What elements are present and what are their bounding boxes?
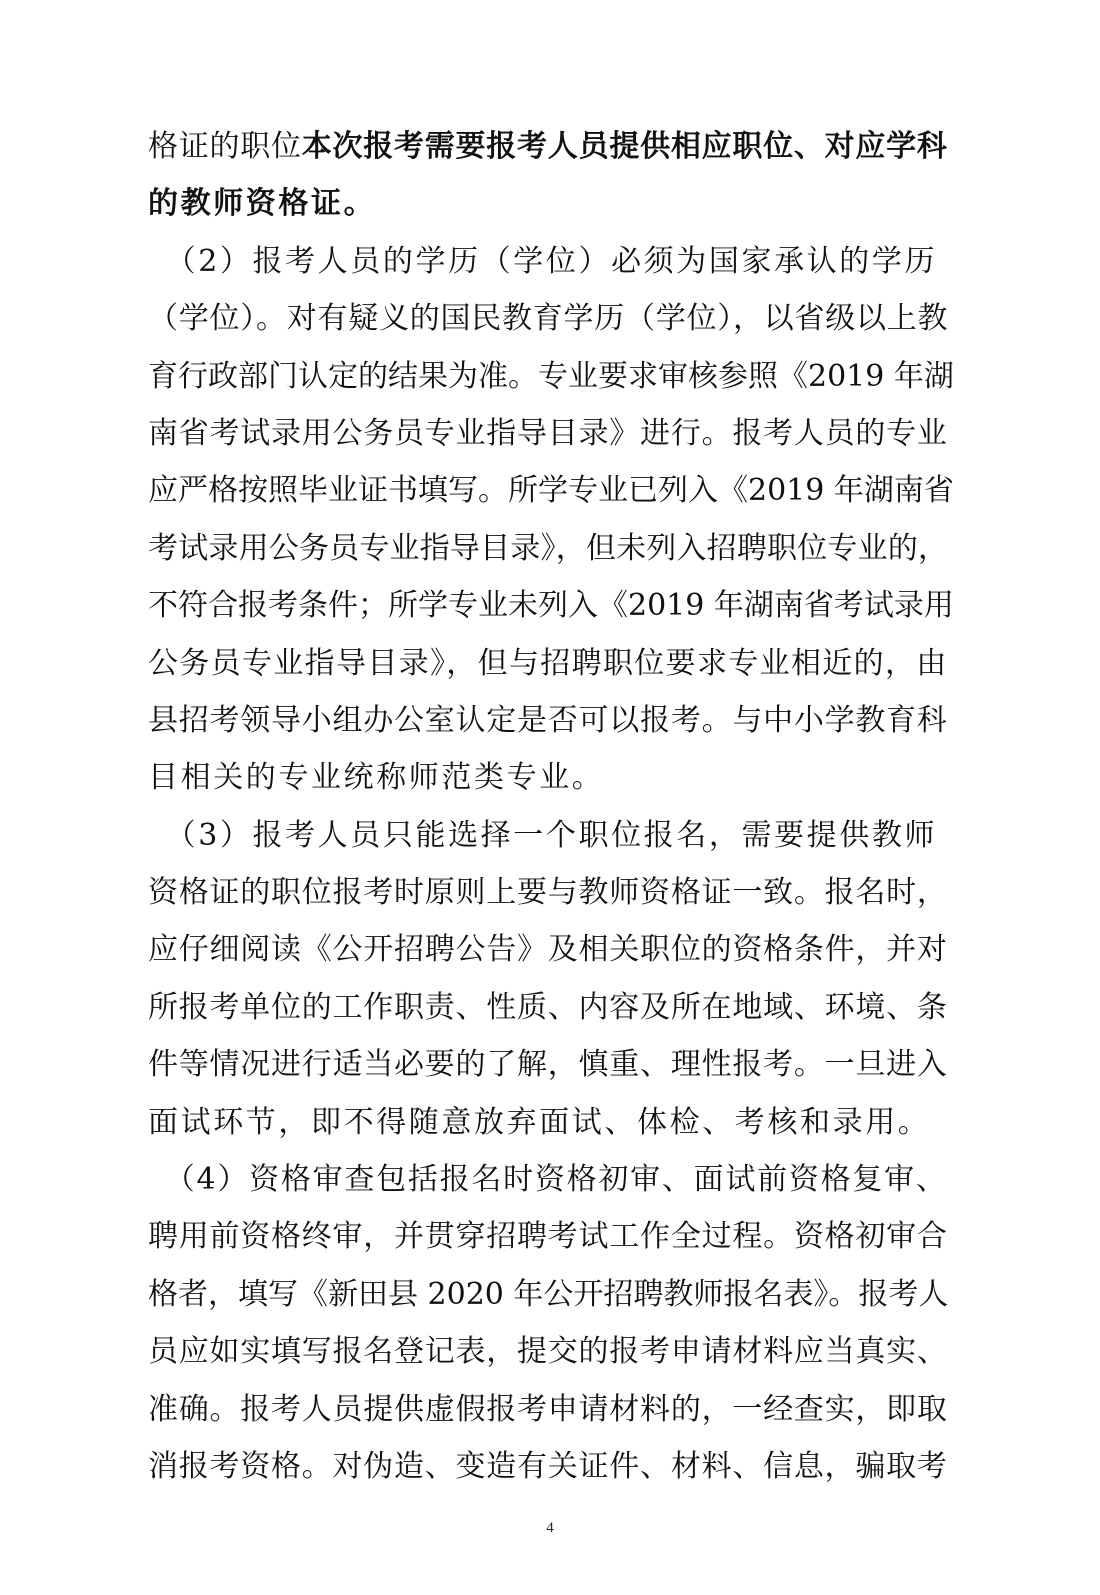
- text-line: [148, 462, 954, 519]
- text-line: [148, 1323, 948, 1380]
- text-segment: 所报考单位的工作职责、性质、内容及所在地域、环境、条: [148, 989, 948, 1025]
- text-line: [148, 348, 954, 405]
- text-segment: 南省考试录用公务员专业指导目录》进行。报考人员的专业: [148, 415, 948, 451]
- text-segment: 件等情况进行适当必要的了解，慎重、理性报考。一旦进入: [148, 1047, 948, 1083]
- text-segment: 应仔细阅读《公开招聘公告》及相关职位的资格条件，并对: [148, 932, 948, 968]
- text-segment: （4）资格审查包括报名时资格初审、面试前资格复审、: [148, 1162, 948, 1198]
- text-line: [148, 1381, 948, 1438]
- text-segment: 县招考领导小组办公室认定是否可以报考。与中小学教育科: [148, 702, 948, 738]
- text-segment: 格者，填写《新田县 2020 年公开招聘教师报名表》。报考人: [148, 1276, 949, 1312]
- text-line: [148, 1208, 948, 1265]
- bold-text-segment: 本次报考需要报考人员提供相应职位、对应学科: [301, 129, 948, 164]
- text-segment: 聘用前资格终审，并贯穿招聘考试工作全过程。资格初审合: [148, 1219, 948, 1255]
- text-line: [148, 1266, 948, 1323]
- text-segment: （2）报考人员的学历（学位）必须为国家承认的学历: [148, 243, 938, 279]
- text-segment: 消报考资格。对伪造、变造有关证件、材料、信息，骗取考: [148, 1448, 948, 1484]
- text-line: [148, 1151, 948, 1208]
- text-line: [148, 749, 948, 806]
- text-line: [148, 1036, 948, 1093]
- text-line: [148, 1094, 948, 1151]
- text-line: [148, 233, 948, 290]
- text-segment: 育行政部门认定的结果为准。专业要求审核参照《2019 年湖: [148, 358, 954, 394]
- text-line: [148, 692, 948, 749]
- text-segment: 员应如实填写报名登记表，提交的报考申请材料应当真实、: [148, 1334, 948, 1370]
- text-line: [148, 175, 948, 232]
- text-segment: 面试环节，即不得随意放弃面试、体检、考核和录用。: [148, 1104, 931, 1140]
- text-line: [148, 405, 948, 462]
- text-line: [148, 979, 948, 1036]
- page-number: 4: [546, 1520, 554, 1536]
- text-line: [148, 577, 954, 634]
- text-line: [148, 520, 948, 577]
- text-line: [148, 118, 948, 175]
- text-segment: 资格证的职位报考时原则上要与教师资格证一致。报名时，: [148, 875, 948, 911]
- text-segment: 准确。报考人员提供虚假报考申请材料的，一经查实，即取: [148, 1391, 948, 1427]
- bold-text-segment: 的教师资格证。: [148, 186, 377, 222]
- text-segment: 不符合报考条件；所学专业未列入《2019 年湖南省考试录用: [148, 588, 954, 624]
- text-line: [148, 864, 948, 921]
- text-segment: 公务员专业指导目录》，但与招聘职位要求专业相近的，由: [148, 645, 948, 681]
- text-segment: 应严格按照毕业证书填写。所学专业已列入《2019 年湖南省: [148, 473, 954, 509]
- text-segment: （学位）。对有疑义的国民教育学历（学位），以省级以上教: [148, 301, 949, 337]
- text-segment: （3）报考人员只能选择一个职位报名，需要提供教师: [148, 817, 938, 853]
- text-segment: 格证的职位: [148, 129, 302, 164]
- text-segment: 目相关的专业统称师范类专业。: [148, 760, 605, 796]
- text-line: [148, 1438, 948, 1495]
- text-segment: 考试录用公务员专业指导目录》，但未列入招聘职位专业的，: [148, 530, 949, 566]
- text-line: [148, 635, 948, 692]
- text-line: [148, 290, 948, 347]
- text-line: [148, 921, 948, 978]
- document-body: [148, 118, 954, 1495]
- text-line: [148, 807, 948, 864]
